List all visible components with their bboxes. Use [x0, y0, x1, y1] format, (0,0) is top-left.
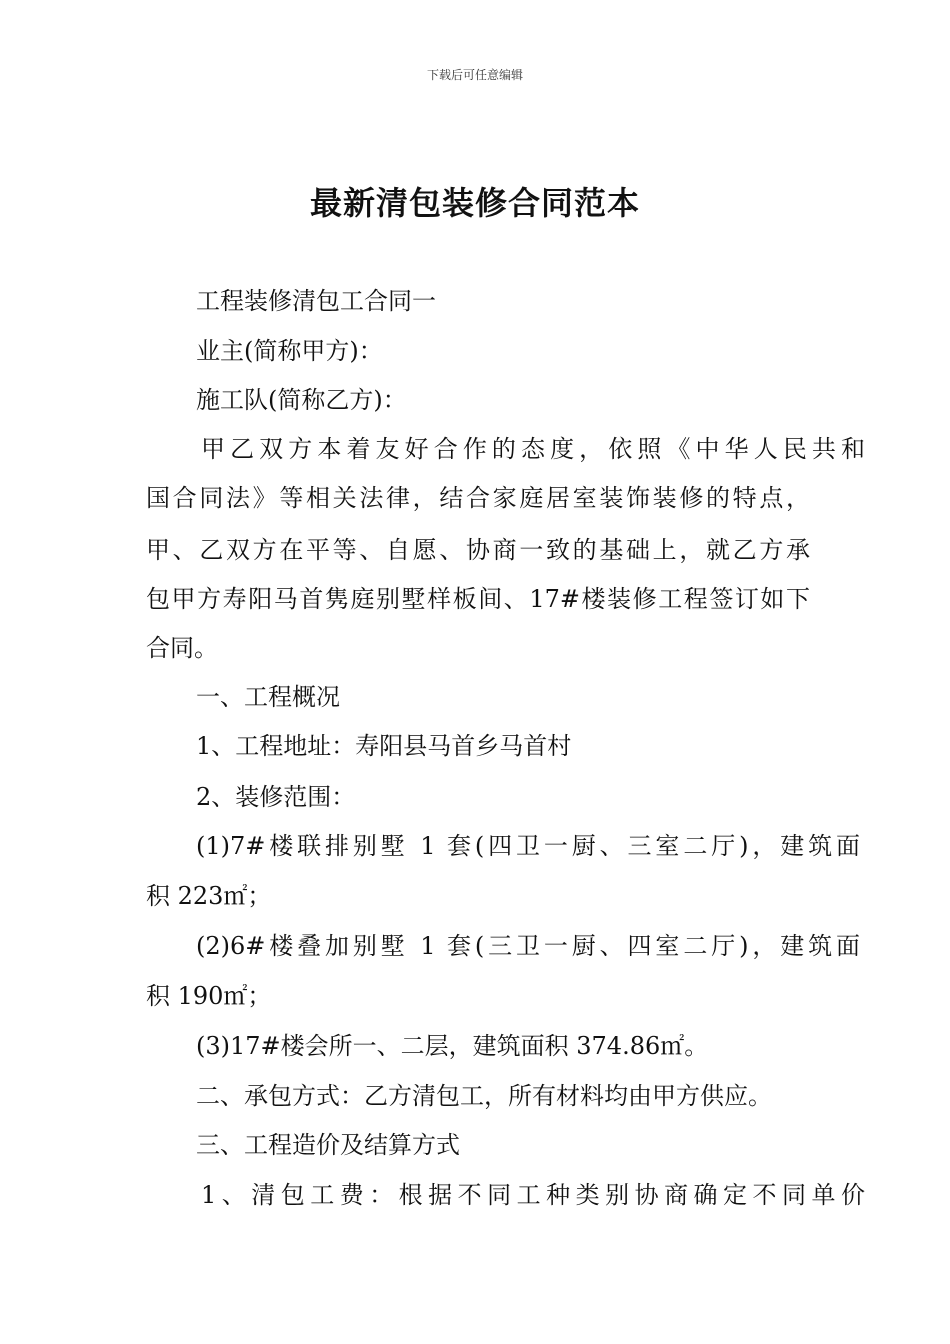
body-line-11: 2、装修范围： — [196, 783, 356, 811]
body-line-1: 工程装修清包工合同一 — [196, 287, 436, 315]
body-line-5: 国合同法》等相关法律，结合家庭居室装饰装修的特点， — [146, 484, 810, 512]
body-line-7: 包甲方寿阳马首隽庭别墅样板间、17#楼装修工程签订如下 — [146, 585, 810, 613]
body-line-12: (1)7#楼联排别墅 1 套(四卫一厨、三室二厅)，建筑面 — [196, 832, 860, 860]
section-heading-3: 三、工程造价及结算方式 — [196, 1131, 460, 1159]
body-line-15: 积 190㎡； — [146, 982, 272, 1010]
body-line-19: 1、清包工费：根据不同工种类别协商确定不同单价 — [201, 1181, 865, 1209]
body-line-4: 甲乙双方本着友好合作的态度，依照《中华人民共和 — [201, 435, 865, 463]
body-line-10: 1、工程地址：寿阳县马首乡马首村 — [196, 732, 572, 760]
body-line-2: 业主(简称甲方)： — [196, 337, 383, 365]
body-line-14: (2)6#楼叠加别墅 1 套(三卫一厨、四室二厅)，建筑面 — [196, 932, 860, 960]
body-line-8: 合同。 — [146, 634, 218, 662]
section-heading-2: 二、承包方式：乙方清包工，所有材料均由甲方供应。 — [196, 1082, 772, 1110]
header-note: 下载后可任意编辑 — [426, 68, 523, 82]
body-line-6: 甲、乙双方在平等、自愿、协商一致的基础上，就乙方承 — [146, 536, 810, 564]
page-title: 最新清包装修合同范本 — [309, 184, 640, 222]
body-line-16: (3)17#楼会所一、二层，建筑面积 374.86㎡。 — [196, 1032, 709, 1060]
body-line-13: 积 223㎡； — [146, 882, 272, 910]
section-heading-1: 一、工程概况 — [196, 683, 340, 711]
body-line-3: 施工队(简称乙方)： — [196, 386, 407, 414]
